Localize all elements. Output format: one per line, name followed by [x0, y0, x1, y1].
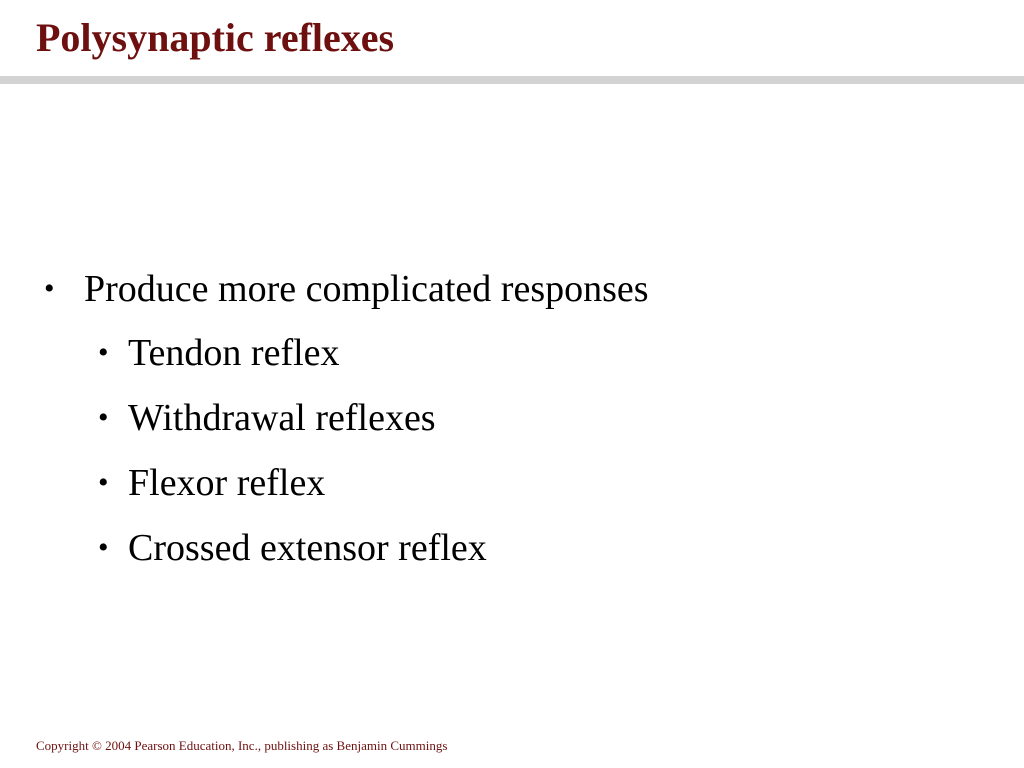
bullet-dot-icon: •	[98, 466, 109, 499]
copyright-footer: Copyright © 2004 Pearson Education, Inc., publishing as Benjamin Cummings	[36, 738, 448, 753]
bullet-dot-icon: •	[44, 272, 55, 305]
sub-bullet-text: Tendon reflex	[128, 332, 340, 374]
bullet-dot-icon: •	[98, 336, 109, 369]
sub-bullet-item	[0, 521, 1024, 575]
sub-bullet-text: Crossed extensor reflex	[128, 527, 487, 569]
title-divider	[0, 76, 1024, 84]
sub-bullet-item	[0, 456, 1024, 510]
bullet-text: Produce more complicated responses	[84, 268, 649, 310]
sub-bullet-text: Flexor reflex	[128, 462, 326, 504]
bullet-dot-icon: •	[98, 401, 109, 434]
bullet-item-main	[0, 262, 1024, 316]
slide-title: Polysynaptic reflexes	[36, 15, 395, 60]
sub-bullet-item	[0, 391, 1024, 445]
bullet-list	[0, 262, 1024, 586]
sub-bullet-item	[0, 326, 1024, 380]
sub-bullet-text: Withdrawal reflexes	[128, 397, 436, 439]
bullet-dot-icon: •	[98, 531, 109, 564]
